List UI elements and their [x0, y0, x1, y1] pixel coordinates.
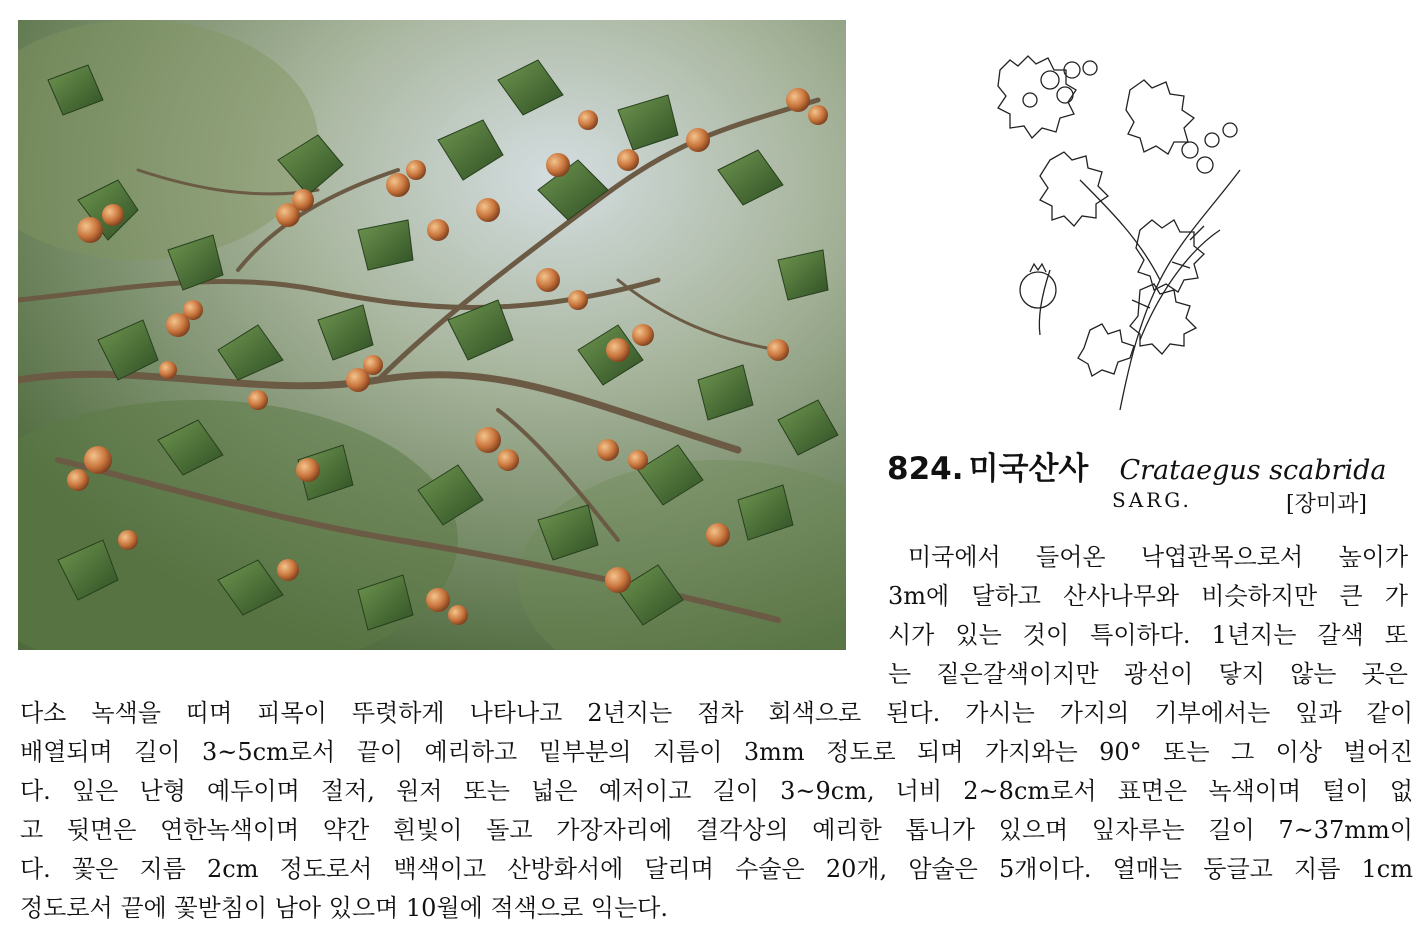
description-line: 정도로서 끝에 꽃받침이 남아 있으며 10월에 적색으로 익는다. [20, 894, 668, 922]
description-line: 다소 녹색을 띠며 피목이 뚜렷하게 나타나고 2년지는 점차 회색으로 된다. 가시는 가지의 기부에서는 잎과 같이 [20, 699, 1413, 727]
species-authority: SARG. [1112, 488, 1192, 512]
species-number: 824. [887, 451, 964, 487]
description-line: 는 짙은갈색이지만 광선이 닿지 않는 곳은 [888, 660, 1408, 688]
species-family: [장미과] [1286, 492, 1367, 517]
line-drawing-artwork [990, 40, 1260, 410]
botanical-line-drawing [990, 40, 1260, 410]
description-line: 배열되며 길이 3~5cm로서 끝이 예리하고 밑부분의 지름이 3mm 정도로 되며 가지와는 90° 또는 그 이상 벌어진 [20, 738, 1413, 766]
description-line: 고 뒷면은 연한녹색이며 약간 흰빛이 돌고 가장자리에 결각상의 예리한 톱니가 있으며 잎자루는 길이 7~37mm이 [20, 816, 1413, 844]
description-line: 미국에서 들어온 낙엽관목으로서 높이가 [908, 543, 1408, 571]
fruiting-branch-photo [18, 20, 846, 650]
species-korean-name: 미국산사 [968, 451, 1089, 487]
description-line: 다. 잎은 난형 예두이며 절저, 원저 또는 넓은 예저이고 길이 3~9cm, 너비 2~8cm로서 표면은 녹색이며 털이 없 [20, 777, 1413, 805]
description-line: 다. 꽃은 지름 2cm 정도로서 백색이고 산방화서에 달리며 수술은 20개, 암술은 5개이다. 열매는 둥글고 지름 1cm [20, 855, 1413, 883]
description-line: 시가 있는 것이 특이하다. 1년지는 갈색 또 [888, 621, 1408, 649]
photo-artwork [18, 20, 846, 650]
description-line: 3m에 달하고 산사나무와 비슷하지만 큰 가 [888, 582, 1408, 610]
species-title [887, 443, 1386, 488]
species-latin-name: Crataegus scabrida [1119, 455, 1387, 486]
